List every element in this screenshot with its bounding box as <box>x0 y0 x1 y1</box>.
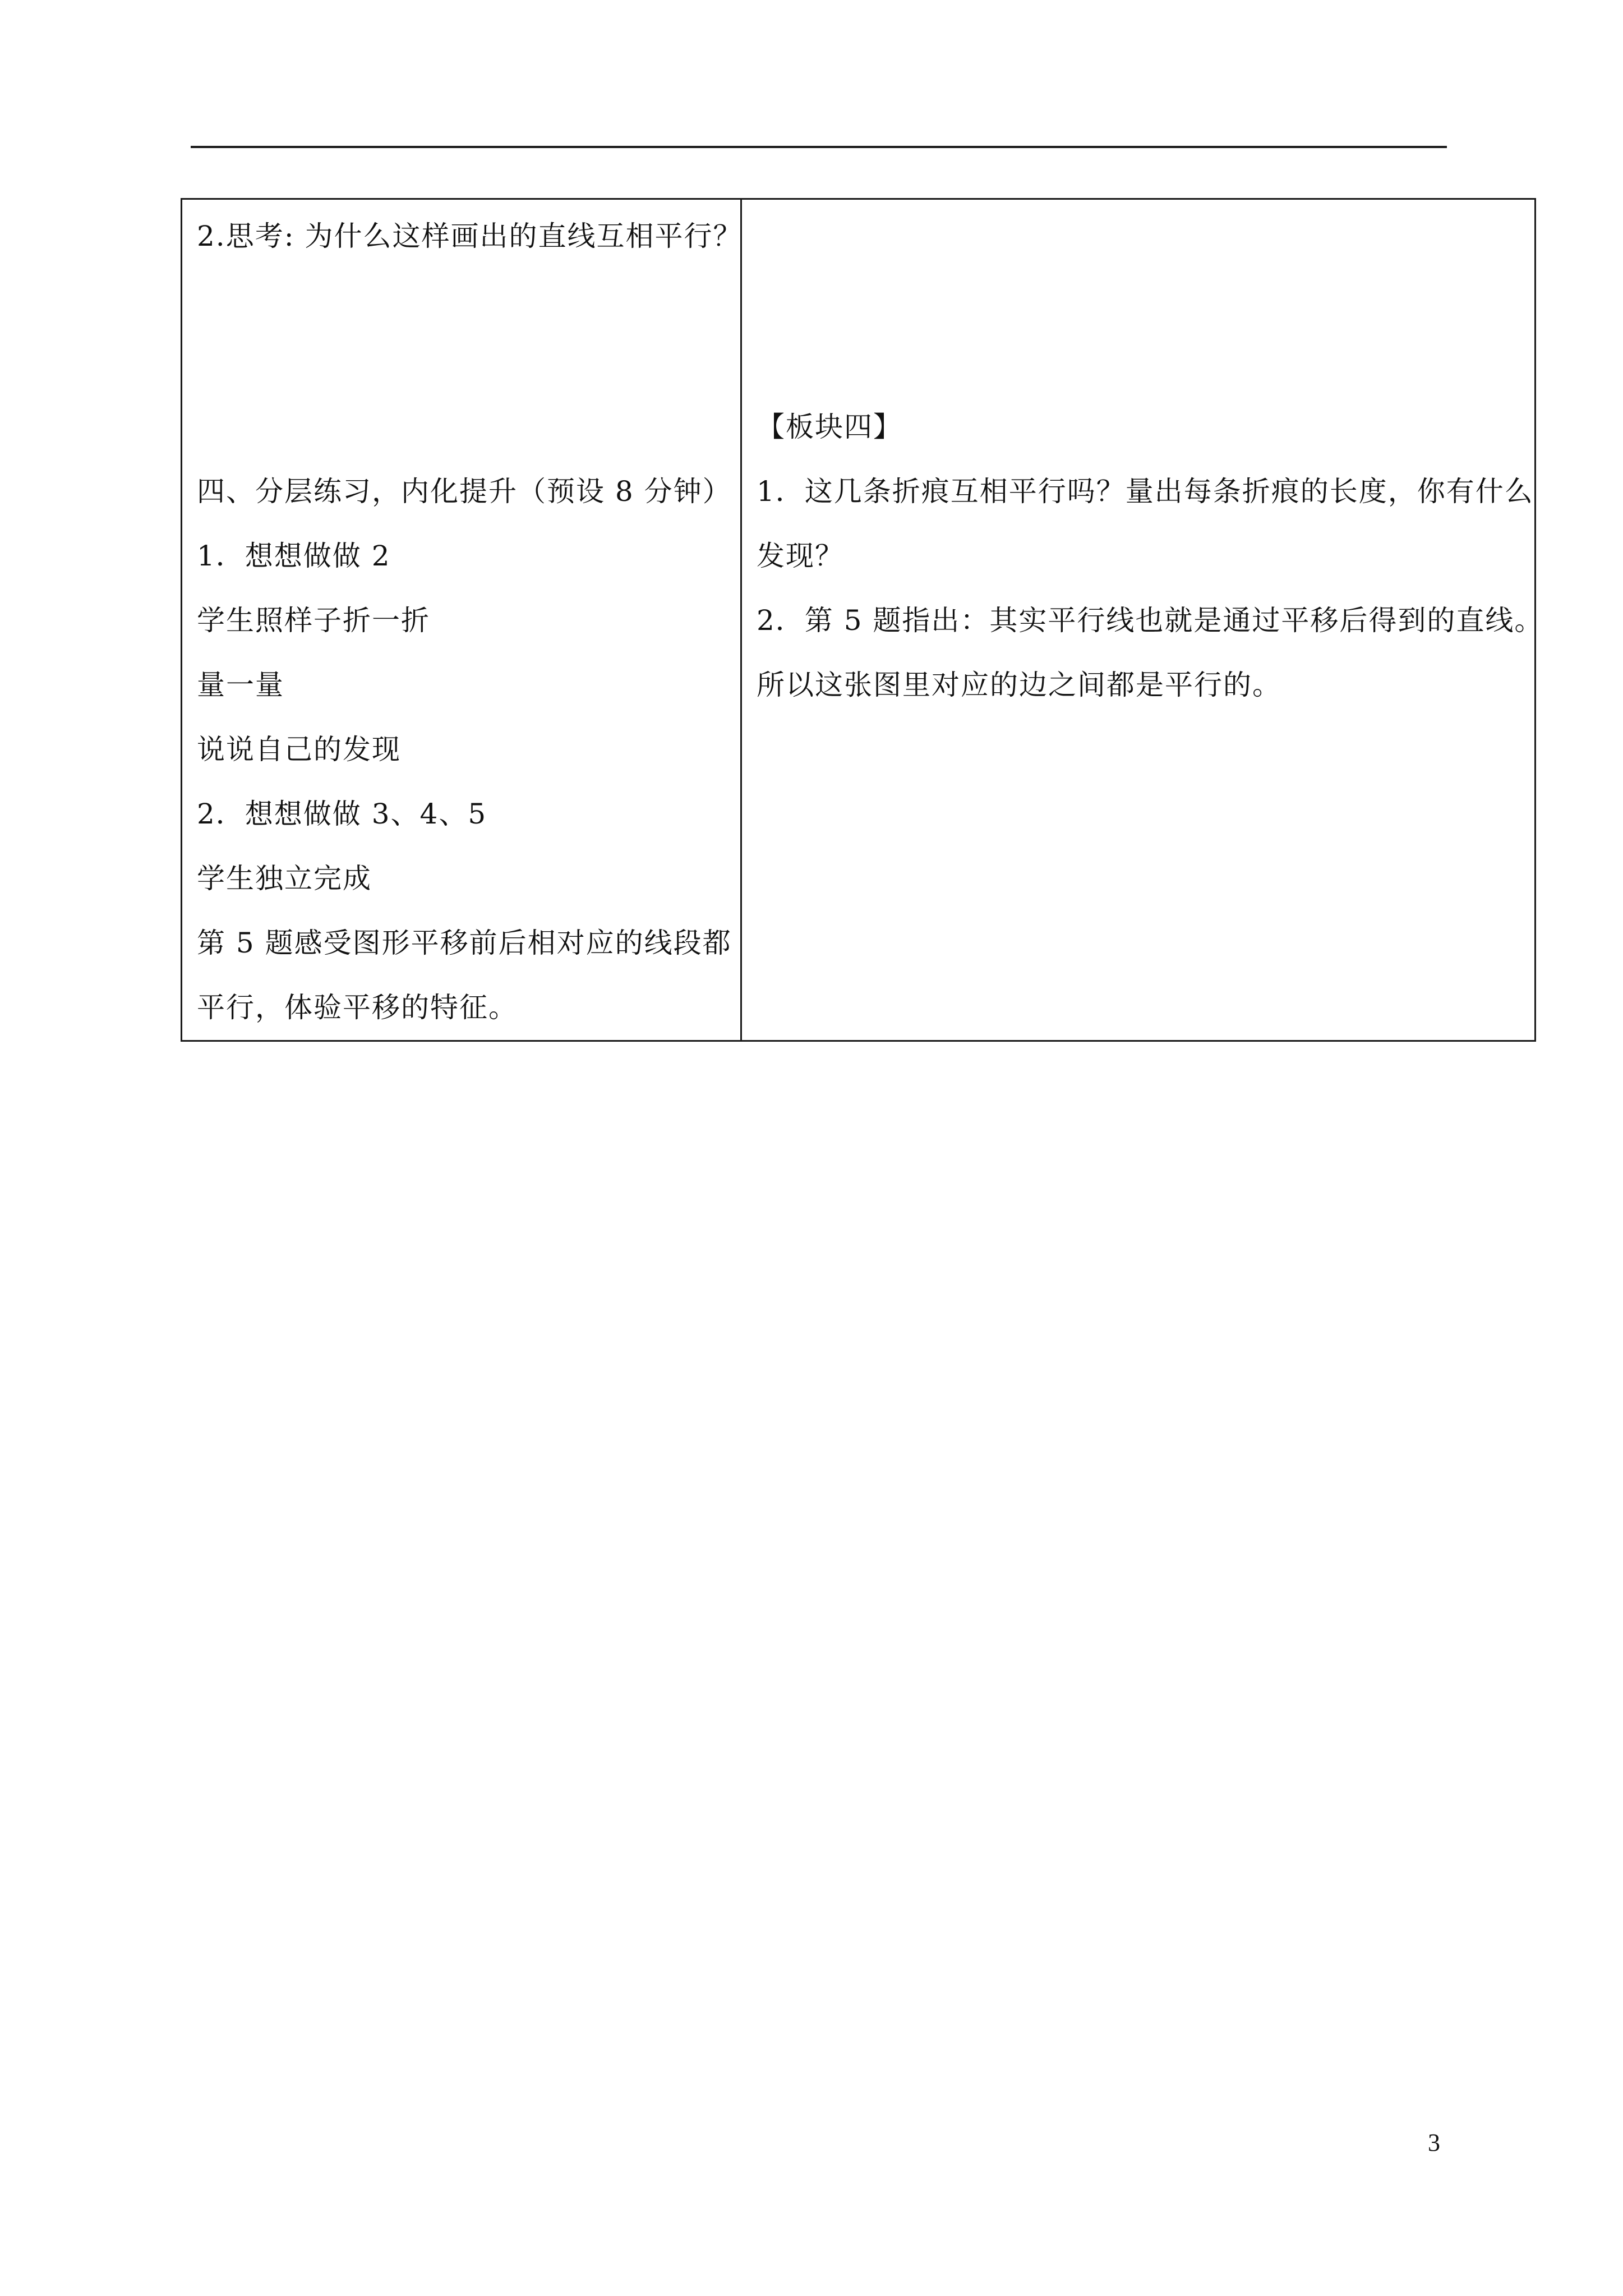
guidance-line: 发现？ <box>757 540 844 572</box>
think-question-line: 2.思考: 为什么这样画出的直线互相平行？ <box>197 220 743 252</box>
table-row <box>182 199 1536 1041</box>
exercise-item-line: 2．想想做做 3、4、5 <box>197 798 487 830</box>
exercise-item-line: 第 5 题感受图形平移前后相对应的线段都 <box>197 927 732 959</box>
guidance-line: 所以这张图里对应的边之间都是平行的。 <box>757 669 1281 701</box>
teacher-guidance-cell <box>741 199 1544 1041</box>
guidance-line: 2．第 5 题指出：其实平行线也就是通过平移后得到的直线。 <box>757 604 1544 637</box>
section-four-heading: 四、分层练习，内化提升（预设 8 分钟） <box>197 475 732 508</box>
exercise-item-line: 说说自己的发现 <box>197 733 401 766</box>
exercise-item-line: 平行，体验平移的特征。 <box>197 991 518 1024</box>
exercise-item-line: 量一量 <box>197 669 284 701</box>
exercise-item-line: 学生独立完成 <box>197 862 372 895</box>
student-activity-cell <box>182 199 741 1041</box>
guidance-line: 1．这几条折痕互相平行吗？量出每条折痕的长度，你有什么 <box>757 475 1534 508</box>
page-number: 3 <box>1428 2129 1440 2156</box>
header-rule <box>191 146 1447 148</box>
exercise-item-line: 1．想想做做 2 <box>197 540 391 572</box>
exercise-item-line: 学生照样子折一折 <box>197 604 430 637</box>
block-four-heading: 【板块四】 <box>757 411 902 443</box>
lesson-plan-table <box>181 198 1544 1042</box>
